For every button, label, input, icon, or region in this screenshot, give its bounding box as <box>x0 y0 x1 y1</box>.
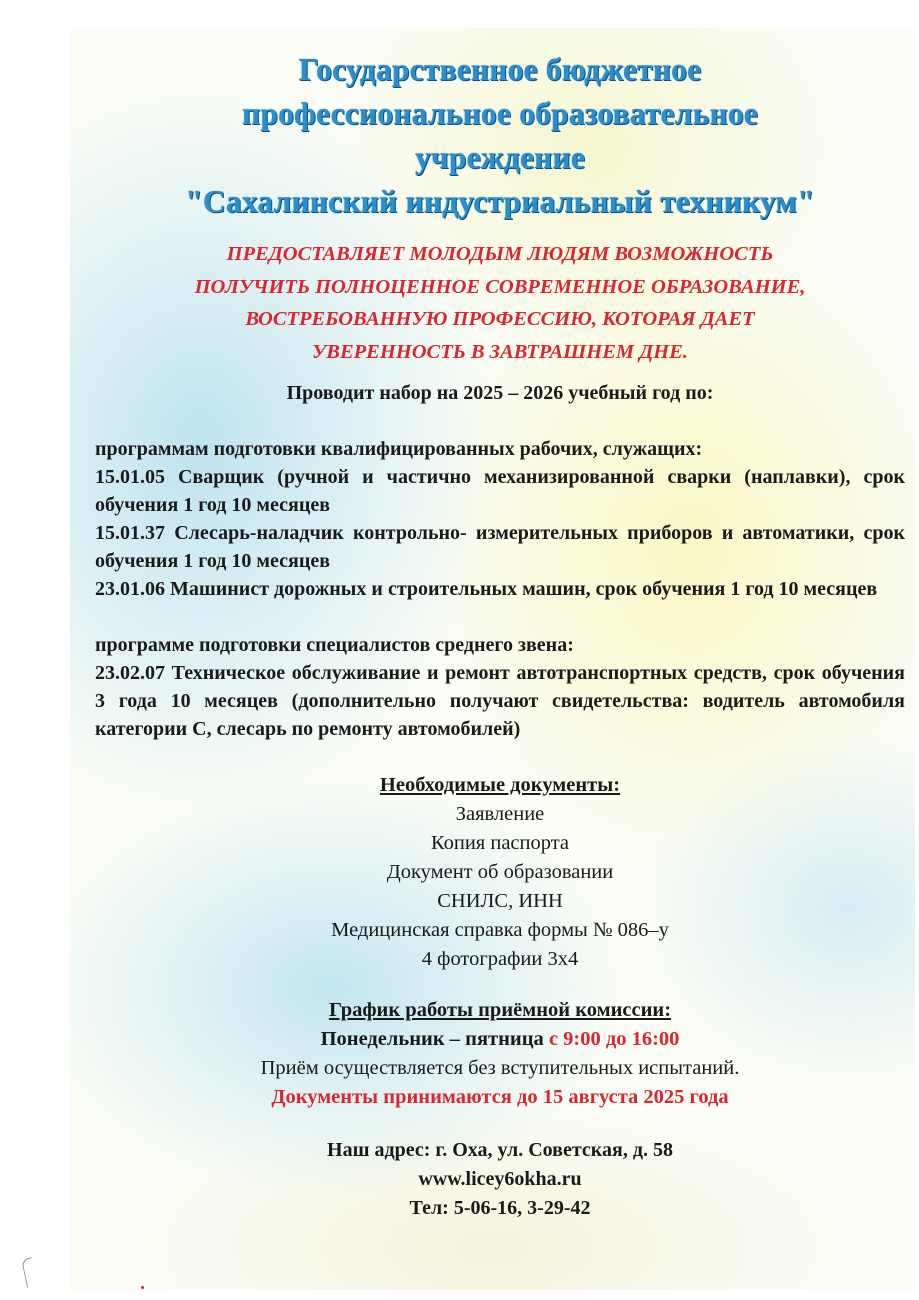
spacer <box>95 603 905 631</box>
phone: Тел: 5-06-16, 3-29-42 <box>409 1197 591 1219</box>
slogan-line: УВЕРЕННОСТЬ В ЗАВТРАШНЕМ ДНЕ. <box>312 340 688 363</box>
document-item: Медицинская справка формы № 086–у <box>331 919 669 941</box>
title-line: профессиональное образовательное <box>242 96 758 131</box>
institution-title <box>95 48 905 224</box>
document-item: Заявление <box>455 803 545 825</box>
documents-heading: Необходимые документы: <box>379 774 621 796</box>
schedule-hours-line <box>95 1025 905 1054</box>
title-line: учреждение <box>414 140 586 175</box>
slogan-line: ПРЕДОСТАВЛЯЕТ МОЛОДЫМ ЛЮДЯМ ВОЗМОЖНОСТЬ <box>226 243 774 265</box>
scan-dot <box>141 1286 144 1289</box>
document-item: 4 фотографии 3х4 <box>421 948 579 970</box>
title-line: Государственное бюджетное <box>298 52 702 87</box>
website-link[interactable]: www.licey6okha.ru <box>418 1168 582 1190</box>
address: Наш адрес: г. Оха, ул. Советская, д. 58 <box>327 1139 673 1161</box>
program-item: 15.01.37 Слесарь-наладчик контрольно- измерительных приборов и автоматики, срок обучения 1 год 10 месяцев <box>95 522 905 572</box>
document-item: СНИЛС, ИНН <box>437 890 563 912</box>
program-item: 23.02.07 Техническое обслуживание и ремонт автотранспортных средств, срок обучения 3 года 10 месяцев (дополнительно получают свидетельства: водитель автомобиля категории С, слесарь по ремонту автомобилей) <box>95 662 905 740</box>
schedule-heading: График работы приёмной комиссии: <box>328 999 672 1021</box>
contacts-section <box>95 1136 905 1223</box>
slogan <box>95 238 905 368</box>
deadline-notice: Документы принимаются до 15 августа 2025 года <box>271 1086 729 1108</box>
schedule-note: Приём осуществляется без вступительных испытаний. <box>260 1057 740 1079</box>
documents-section <box>95 771 905 974</box>
schedule-days: Понедельник – пятница <box>320 1028 544 1050</box>
document-item: Копия паспорта <box>430 832 570 854</box>
workers-program-heading: программам подготовки квалифицированных рабочих, служащих: <box>95 438 703 460</box>
program-item: 15.01.05 Сварщик (ручной и частично механизированной сварки (наплавки), срок обучения 1 год 10 месяцев <box>95 466 905 516</box>
document-item: Документ об образовании <box>386 861 614 883</box>
slogan-line: ВОСТРЕБОВАННУЮ ПРОФЕССИЮ, КОТОРАЯ ДАЕТ <box>245 308 755 330</box>
title-line: "Сахалинский индустриальный техникум" <box>185 184 815 219</box>
scan-mark <box>21 1257 38 1288</box>
poster-content <box>95 48 905 1223</box>
schedule-section <box>95 996 905 1112</box>
slogan-line: ПОЛУЧИТЬ ПОЛНОЦЕННОЕ СОВРЕМЕННОЕ ОБРАЗОВАНИЕ, <box>194 275 806 298</box>
schedule-hours: с 9:00 до 16:00 <box>548 1028 680 1050</box>
program-item: 23.01.06 Машинист дорожных и строительных машин, срок обучения 1 год 10 месяцев <box>95 578 878 600</box>
spacer <box>95 407 905 435</box>
specialists-program-heading: программе подготовки специалистов среднего звена: <box>95 634 574 656</box>
recruitment-heading: Проводит набор на 2025 – 2026 учебный год по: <box>286 382 714 404</box>
